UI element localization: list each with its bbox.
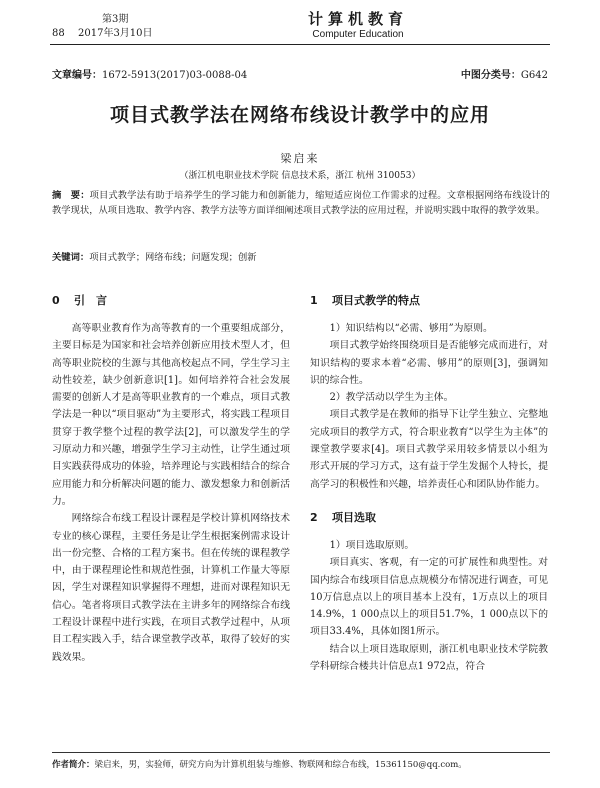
keywords xyxy=(52,250,550,265)
article-number xyxy=(52,66,247,81)
section-title: 项目式教学的特点 xyxy=(332,294,420,307)
classification-value: G642 xyxy=(520,70,548,81)
abstract-label: 摘 要： xyxy=(52,190,90,201)
paragraph: 网络综合布线工程设计课程是学校计算机网络技术专业的核心课程，主要任务是让学生根据案例需求设计出一份完整、合格的工程方案书。但在传统的课程教学中，由于课程理论性和规范性强，计算机工作量大等原因，学生对课程知识掌握得不理想，进而对课程知识无信心。笔者将项目式教学法在主讲多年的网络综合布线工程设计课程中进行实践，在项目式教学过程中，从项目工程实践入手，结合课堂教学改革，取得了较好的实践效果。 xyxy=(52,513,290,663)
section-title: 项目选取 xyxy=(332,510,376,524)
section-heading-1 xyxy=(310,292,548,310)
paragraph: 结合以上项目选取原则，浙江机电职业技术学院教学科研综合楼共计信息点1 972点，符合 xyxy=(310,643,548,673)
footnote-label: 作者简介： xyxy=(52,760,95,770)
section-heading-2 xyxy=(310,509,548,527)
abstract xyxy=(52,188,550,218)
journal-name-en: Computer Education xyxy=(312,29,404,40)
paragraph: 1）知识结构以“必需、够用”为原则。 xyxy=(329,323,493,334)
author-affiliation: （浙江机电职业技术学院 信息技术系，浙江 杭州 310053） xyxy=(179,171,421,181)
article-number-label: 文章编号： xyxy=(52,70,102,81)
right-column xyxy=(310,290,548,675)
section-number: 0 xyxy=(52,294,60,307)
paragraph: 项目式教学是在教师的指导下让学生独立、完整地完成项目的教学方式，符合职业教育“以学生为主体”的课堂教学要求[4]。项目式教学采用较多情景以小组为形式开展的学习方式，这有益于学生发掘个人特长，提高学习的积极性和兴趣，培养责任心和团队协作能力。 xyxy=(310,409,548,490)
issue-number: 第3期 xyxy=(102,14,129,25)
paragraph: 2）教学活动以学生为主体。 xyxy=(329,392,454,404)
issue-date: 2017年3月10日 xyxy=(78,28,153,39)
paragraph: 项目式教学始终围绕项目是否能够完成而进行，对知识结构的要求本着“必需、够用”的原则[3]，强调知识的综合性。 xyxy=(310,340,548,386)
section-title: 引 言 xyxy=(74,294,107,307)
section-heading-intro xyxy=(52,292,290,310)
keywords-label: 关键词： xyxy=(52,252,90,263)
header-rule xyxy=(50,44,550,45)
page-number: 88 xyxy=(52,28,65,39)
author-footnote xyxy=(52,752,550,770)
classification-number xyxy=(461,66,548,81)
paragraph: 高等职业教育作为高等教育的一个重要组成部分，主要目标是为国家和社会培养创新应用技术型人才，但高等职业院校的生源与其他高校起点不同，学生学习主动性较差，缺少创新意识[1]。如何培养符合社会发展需要的创新人才是高等职业教育的一个难点，项目式教学法是一种以“项目驱动”为主要形式，将实践工程项目贯穿于教学整个过程的教学法[2]，可以激发学生的学习原动力和兴趣，增强学生学习主动性，让学生通过项目实践获得成功的体验，培养理论与实践相结合的综合应用能力和分析解决问题的能力、激发想象力和创新活力。 xyxy=(52,323,290,507)
classification-label: 中图分类号： xyxy=(460,70,521,81)
section-number: 1 xyxy=(310,294,318,307)
running-header-left xyxy=(52,13,153,41)
section-number: 2 xyxy=(310,510,318,524)
paragraph: 项目真实、客观，有一定的可扩展性和典型性。对国内综合布线项目信息点规模分布情况进行调查，可见10万信息点以上的项目基本上没有，1万点以上的项目14.9%，1 000点以上的项目51.7%，1 000点以下的项目33.4%，具体如图1所示。 xyxy=(310,557,548,638)
abstract-text: 项目式教学法有助于培养学生的学习能力和创新能力，缩短适应岗位工作需求的过程。文章根据网络布线设计的教学现状，从项目选取、教学内容、教学方法等方面详细阐述项目式教学法的应用过程，并说明实践中取得的教学效果。 xyxy=(52,190,550,216)
footnote-text: 梁启来，男，实验师，研究方向为计算机组装与维修、物联网和综合布线，15361150@qq.com。 xyxy=(94,760,467,770)
paragraph: 1）项目选取原则。 xyxy=(329,539,415,551)
running-header-journal xyxy=(278,8,438,40)
article-number-value: 1672-5913(2017)03-0088-04 xyxy=(102,70,248,81)
paper-title: 项目式教学法在网络布线设计教学中的应用 xyxy=(109,104,490,126)
keywords-text: 项目式教学；网络布线；问题发现；创新 xyxy=(89,252,257,263)
author-name: 梁启来 xyxy=(280,152,320,165)
left-column xyxy=(52,290,290,666)
journal-name-cn: 计算机教育 xyxy=(307,10,408,28)
